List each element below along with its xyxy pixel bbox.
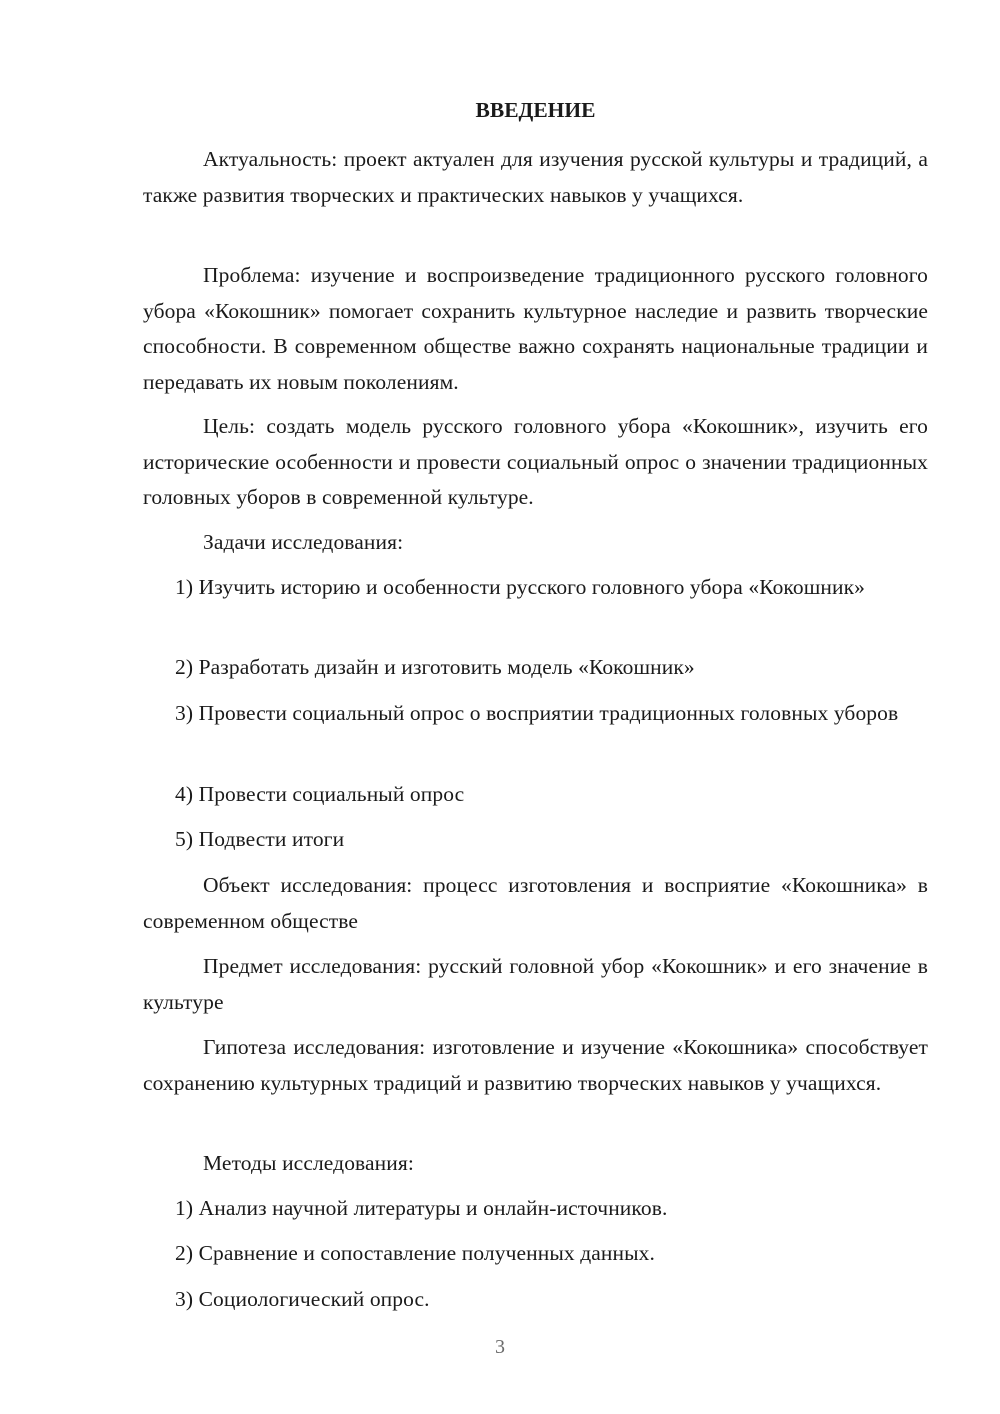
paragraph-tasks-heading: Задачи исследования: bbox=[203, 530, 404, 554]
paragraph-problem: Проблема: изучение и воспроизведение традиционного русского головного убора «Кокошник» помогает сохранить культурное наследие и развить творческие способности. В современном обществе важно сохранять национальные традиции и передавать их новым поколениям. bbox=[143, 263, 928, 394]
paragraph-object: Объект исследования: процесс изготовления и восприятие «Кокошника» в современном обществе bbox=[143, 873, 928, 933]
list-item-method-3: 3) Социологический опрос. bbox=[175, 1287, 430, 1311]
paragraph-methods-heading: Методы исследования: bbox=[203, 1151, 414, 1175]
section-title: ВВЕДЕНИЕ bbox=[475, 98, 596, 122]
paragraph-subject: Предмет исследования: русский головной убор «Кокошник» и его значение в культуре bbox=[143, 954, 928, 1014]
list-item-task-3: 3) Провести социальный опрос о восприятии традиционных головных уборов bbox=[175, 701, 899, 725]
list-item-task-4: 4) Провести социальный опрос bbox=[175, 782, 465, 806]
list-item-method-2: 2) Сравнение и сопоставление полученных данных. bbox=[175, 1241, 655, 1265]
paragraph-hypothesis: Гипотеза исследования: изготовление и изучение «Кокошника» способствует сохранению культурных традиций и развитию творческих навыков у учащихся. bbox=[143, 1035, 928, 1095]
list-item-task-1: 1) Изучить историю и особенности русского головного убора «Кокошник» bbox=[175, 575, 865, 599]
list-item-task-5: 5) Подвести итоги bbox=[175, 827, 345, 851]
list-item-task-2: 2) Разработать дизайн и изготовить модель «Кокошник» bbox=[175, 655, 695, 679]
page-number: 3 bbox=[495, 1336, 505, 1358]
list-item-method-1: 1) Анализ научной литературы и онлайн-источников. bbox=[175, 1196, 668, 1220]
paragraph-relevance: Актуальность: проект актуален для изучения русской культуры и традиций, а также развития творческих и практических навыков у учащихся. bbox=[143, 147, 928, 207]
paragraph-goal: Цель: создать модель русского головного убора «Кокошник», изучить его исторические особенности и провести социальный опрос о значении традиционных головных уборов в современной культуре. bbox=[143, 414, 928, 509]
